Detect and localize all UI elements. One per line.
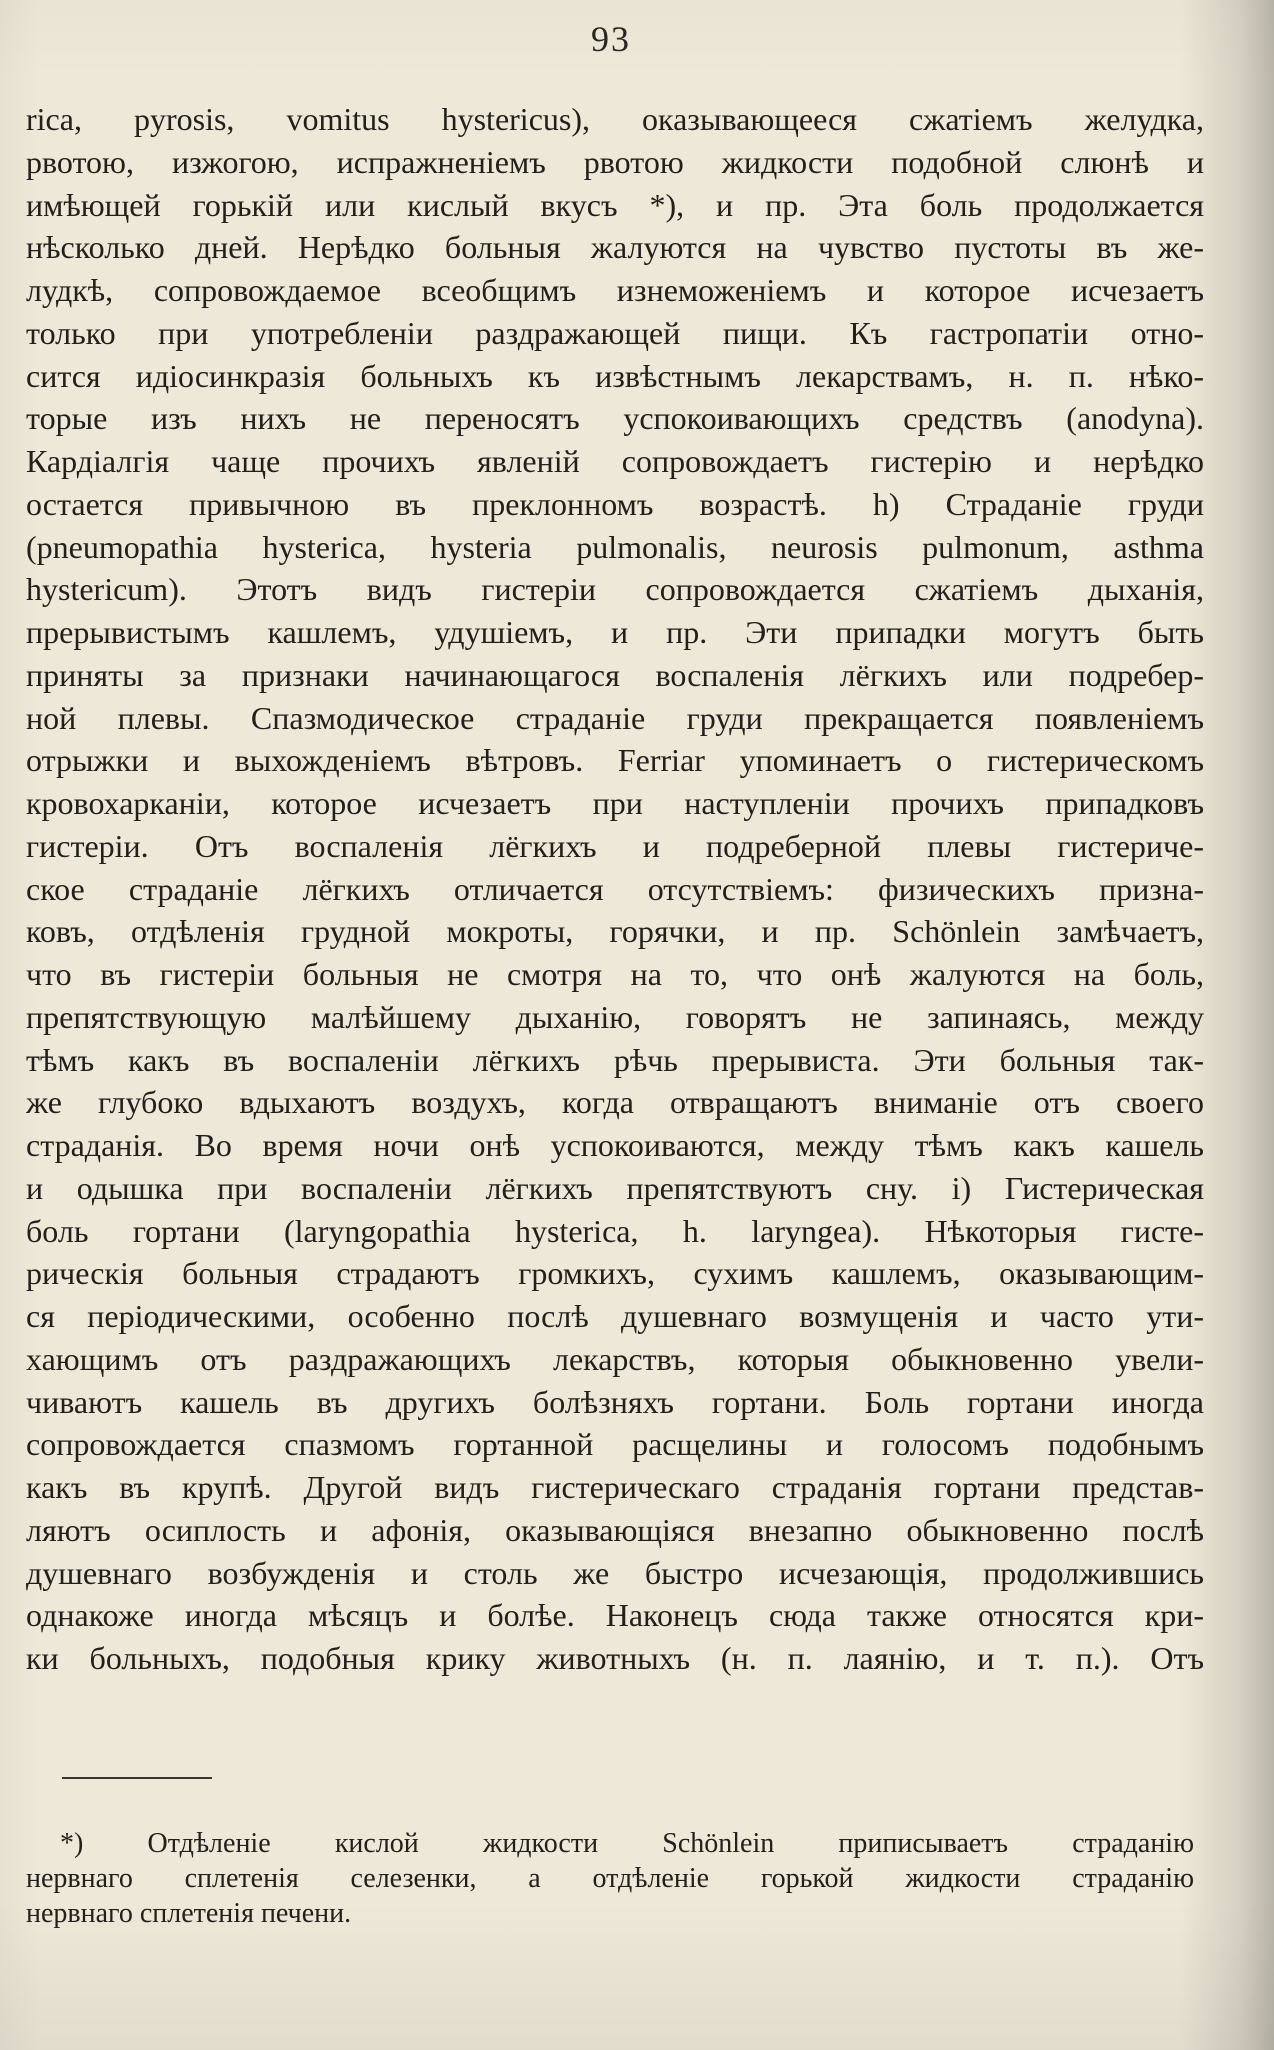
text-line: ся періодическими, особенно послѣ душевнаго возмущенія и часто ути- [26, 1298, 1204, 1334]
text-line: однакоже иногда мѣсяцъ и болѣе. Наконецъ сюда также относятся кри- [26, 1597, 1204, 1634]
text-line: рвотою, изжогою, испражненіемъ рвотою жидкости подобной слюнѣ и [26, 143, 1204, 180]
text-line: приняты за признаки начинающагося воспаленія лёгкихъ или подребер- [26, 656, 1204, 693]
text-line: остается привычною въ преклонномъ возрастѣ. h) Страданіе груди [26, 485, 1204, 522]
text-line: ское страданіе лёгкихъ отличается отсутствіемъ: физическихъ призна- [26, 870, 1204, 907]
footnote-line: *) Отдѣленіе кислой жидкости Schönlein приписываетъ страданію [60, 1828, 1194, 1859]
text-line: что въ гистеріи больныя не смотря на то, что онѣ жалуются на боль, [26, 956, 1204, 992]
text-line: гистеріи. Отъ воспаленія лёгкихъ и подреберной плевы гистериче- [26, 827, 1204, 864]
text-line: только при употребленіи раздражающей пищи. Къ гастропатіи отно- [26, 314, 1204, 351]
footnote-line: нервнаго сплетенія печени. [26, 1898, 352, 1929]
text-line: Кардіалгія чаще прочихъ явленій сопровождаетъ гистерію и нерѣдко [26, 443, 1204, 479]
text-line: ковъ, отдѣленія грудной мокроты, горячки, и пр. Schönlein замѣчаетъ, [26, 913, 1204, 950]
text-line: и одышка при воспаленіи лёгкихъ препятствуютъ сну. i) Гистерическая [26, 1169, 1204, 1206]
text-line: чиваютъ кашель въ другихъ болѣзняхъ гортани. Боль гортани иногда [26, 1383, 1204, 1420]
text-line: ной плевы. Спазмодическое страданіе груди прекращается появленіемъ [26, 699, 1204, 736]
text-line: сится идіосинкразія больныхъ къ извѣстнымъ лекарствамъ, н. п. нѣко- [26, 357, 1204, 394]
text-line: имѣющей горькій или кислый вкусъ *), и пр. Эта боль продолжается [26, 186, 1204, 223]
text-line: препятствующую малѣйшему дыханію, говорятъ не запинаясь, между [26, 998, 1204, 1035]
text-line: тѣмъ какъ въ воспаленіи лёгкихъ рѣчь прерывиста. Эти больныя так- [26, 1041, 1204, 1078]
text-line: страданія. Во время ночи онѣ успокоиваются, между тѣмъ какъ кашель [26, 1127, 1204, 1163]
text-line: прерывистымъ кашлемъ, удушіемъ, и пр. Эти припадки могутъ быть [26, 614, 1204, 650]
text-line: лудкѣ, сопровождаемое всеобщимъ изнеможеніемъ и которое исчезаетъ [26, 272, 1204, 308]
text-line: боль гортани (laryngopathia hysterica, h. laryngea). Нѣкоторыя гисте- [26, 1212, 1204, 1249]
text-line: сопровождается спазмомъ гортанной расщелины и голосомъ подобнымъ [26, 1426, 1204, 1463]
footnote-divider [62, 1777, 212, 1779]
text-line: (pneumopathia hysterica, hysteria pulmonalis, neurosis pulmonum, asthma [26, 528, 1204, 565]
text-line: кровохарканіи, которое исчезаетъ при наступленіи прочихъ припадковъ [26, 785, 1204, 821]
text-line: какъ въ крупѣ. Другой видъ гистерическаго страданія гортани представ- [26, 1469, 1204, 1505]
text-line: торые изъ нихъ не переносятъ успокоивающихъ средствъ (anodyna). [26, 400, 1204, 437]
text-line: нѣсколько дней. Нерѣдко больныя жалуются на чувство пустоты въ же- [26, 229, 1204, 266]
footnote [26, 1826, 1194, 1931]
text-line: душевнаго возбужденія и столь же быстро исчезающія, продолжившись [26, 1554, 1204, 1591]
text-line: hystericum). Этотъ видъ гистеріи сопровождается сжатіемъ дыханія, [26, 571, 1204, 608]
text-line: хающимъ отъ раздражающихъ лекарствъ, которыя обыкновенно увели- [26, 1340, 1204, 1377]
text-line: ки больныхъ, подобныя крику животныхъ (н. п. лаянію, и т. п.). Отъ [26, 1640, 1204, 1676]
text-line: же глубоко вдыхаютъ воздухъ, когда отвращаютъ вниманіе отъ своего [26, 1084, 1204, 1121]
text-line: rica, pyrosis, vomitus hystericus), оказывающееся сжатіемъ желудка, [26, 101, 1204, 137]
body-text [26, 98, 1204, 1680]
text-line: ляютъ осиплость и афонія, оказывающіяся внезапно обыкновенно послѣ [26, 1511, 1204, 1548]
text-line: отрыжки и выхожденіемъ вѣтровъ. Ferriar упоминаетъ о гистерическомъ [26, 742, 1204, 779]
text-line: рическія больныя страдаютъ громкихъ, сухимъ кашлемъ, оказывающим- [26, 1255, 1204, 1292]
footnote-line: нервнаго сплетенія селезенки, а отдѣленіе горькой жидкости страданію [26, 1863, 1194, 1894]
page-number: 93 [591, 19, 631, 59]
